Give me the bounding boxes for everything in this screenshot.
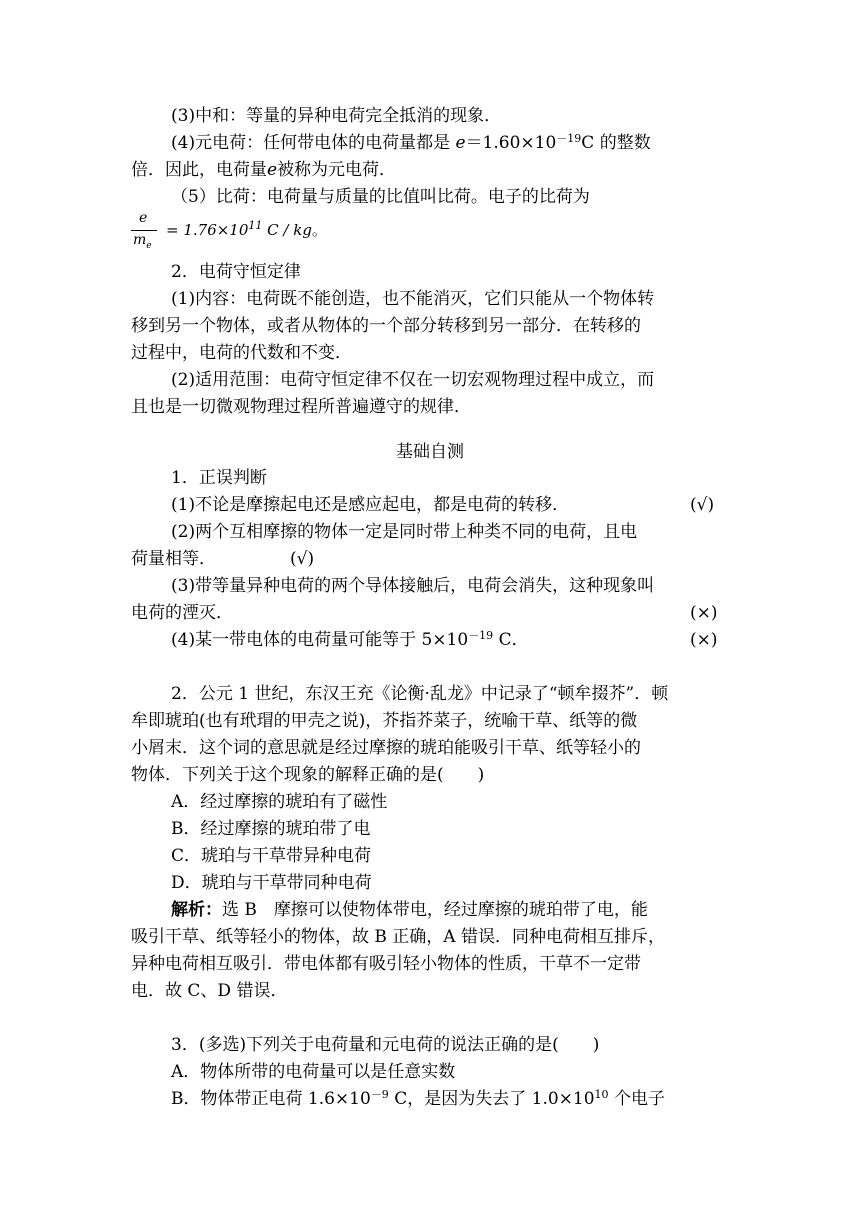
fraction-bar [131,230,157,231]
question-2-line-2: 牟即琥珀(也有玳瑁的甲壳之说)，芥指芥菜子，统喻干草、纸等的微 [131,711,638,731]
true-false-heading: 1．正误判断 [171,468,267,488]
conservation-heading: 2．电荷守恒定律 [171,262,301,282]
true-false-mark-3: (×) [690,603,718,623]
true-false-item-3-line-2: 电荷的湮灭． [131,603,233,623]
question-3-stem: 3．(多选)下列关于电荷量和元电荷的说法正确的是( ) [171,1035,600,1055]
question-2-option-b: B．经过摩擦的琥珀带了电 [171,819,371,839]
true-false-item-2-line-2: 荷量相等． [131,549,216,569]
question-2-analysis-line-3: 异种电荷相互吸引．带电体都有吸引轻小物体的性质，干草不一定带 [131,954,641,974]
conservation-scope-line-1: (2)适用范围：电荷守恒定律不仅在一切宏观物理过程中成立，而 [171,370,655,390]
true-false-item-3-line-1: (3)带等量异种电荷的两个导体接触后，电荷会消失，这种现象叫 [171,576,655,596]
true-false-item-1: (1)不论是摩擦起电还是感应起电，都是电荷的转移． [171,495,570,515]
conservation-scope-line-2: 且也是一切微观物理过程所普遍遵守的规律． [131,397,471,417]
question-2-option-a: A．经过摩擦的琥珀有了磁性 [171,792,388,812]
question-2-line-4: 物体．下列关于这个现象的解释正确的是( ) [131,765,485,785]
fraction-denominator: $m_e$ [133,232,152,251]
self-test-title: 基础自测 [396,442,464,462]
conservation-content-line-2: 移到另一个物体，或者从物体的一个部分转移到另一部分．在转移的 [131,316,641,336]
conservation-content-line-1: (1)内容：电荷既不能创造，也不能消灭，它们只能从一个物体转 [171,289,655,309]
true-false-item-2-line-1: (2)两个互相摩擦的物体一定是同时带上种类不同的电荷，且电 [171,522,638,542]
true-false-mark-4: (×) [690,630,718,650]
question-2-analysis-line-4: 电．故 C、D 错误． [131,981,288,1001]
elementary-charge-line-2: 倍．因此，电荷量e被称为元电荷． [131,160,397,180]
question-2-option-d: D．琥珀与干草带同种电荷 [171,873,372,893]
neutralization-definition: (3)中和：等量的异种电荷完全抵消的现象． [171,106,502,126]
specific-charge-value: = $1.76\times 10^{11}$ C / kg。 [166,219,327,239]
analysis-label: 解析： [171,900,222,920]
question-2-line-3: 小屑末．这个词的意思就是经过摩擦的琥珀能吸引干草、纸等轻小的 [131,738,641,758]
conservation-content-line-3: 过程中，电荷的代数和不变． [131,343,352,363]
true-false-mark-2: (√) [290,549,315,569]
true-false-item-4: (4)某一带电体的电荷量可能等于 $5\times 10^{-19}$ C． [171,629,529,650]
specific-charge-definition: （5）比荷：电荷量与质量的比值叫比荷。电子的比荷为 [171,187,590,207]
question-2-analysis-line-1: 解析：选 B 摩擦可以使物体带电，经过摩擦的琥珀带了电，能 [171,900,648,920]
elementary-charge-line-1: (4)元电荷：任何带电体的电荷量都是 $e=1.60\times 10^{-19}C$ 的整数 [171,132,651,153]
question-2-option-c: C．琥珀与干草带异种电荷 [171,846,372,866]
question-3-option-b: B．物体带正电荷 $1.6\times 10^{-9}$ C，是因为失去了 $1.0\times 10^{10}$ 个电子 [171,1088,665,1109]
question-3-option-a: A．物体所带的电荷量可以是任意实数 [171,1062,456,1082]
question-2-analysis-line-2: 吸引干草、纸等轻小的物体，故 B 正确，A 错误．同种电荷相互排斥， [131,927,665,947]
question-2-line-1: 2．公元 1 世纪，东汉王充《论衡·乱龙》中记录了“顿牟掇芥”．顿 [171,684,669,704]
fraction-numerator: e [139,210,148,226]
true-false-mark-1: (√) [690,495,715,515]
